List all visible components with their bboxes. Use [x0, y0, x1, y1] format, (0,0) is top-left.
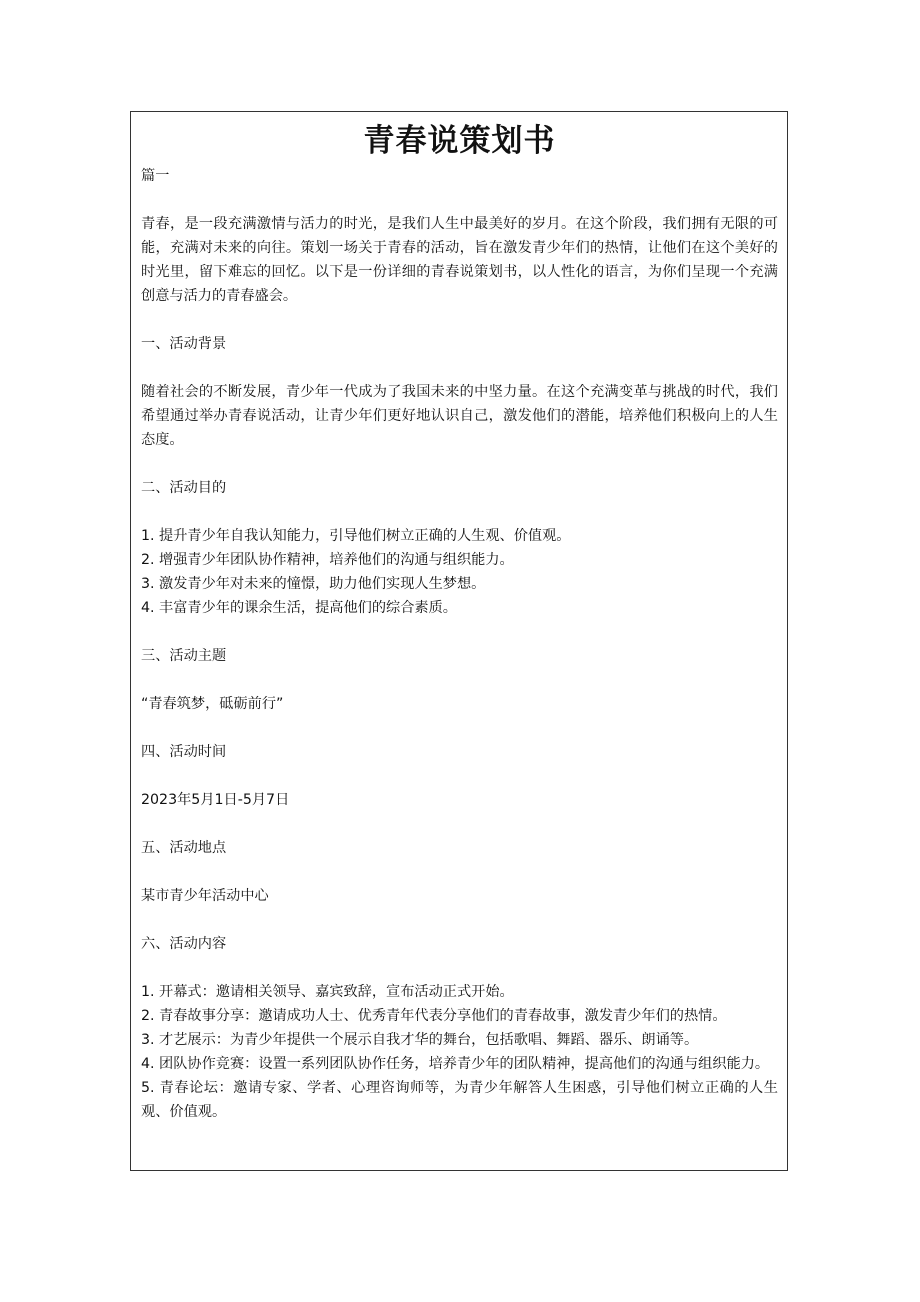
goal-item: 4. 丰富青少年的课余生活，提高他们的综合素质。 [141, 600, 457, 616]
part-label: 篇一 [141, 168, 170, 184]
spacer [141, 860, 778, 884]
content-list [141, 980, 778, 1124]
document-frame [130, 111, 788, 1171]
document-title: 青春说策划书 [363, 123, 556, 159]
venue-text: 某市青少年活动中心 [141, 888, 269, 904]
spacer [141, 716, 778, 740]
spacer [141, 356, 778, 380]
goal-item: 1. 提升青少年自我认知能力，引导他们树立正确的人生观、价值观。 [141, 528, 571, 544]
spacer [141, 764, 778, 788]
section-heading-time: 四、活动时间 [141, 744, 227, 760]
time-text: 2023年5月1日-5月7日 [141, 792, 290, 808]
content-item: 2. 青春故事分享：邀请成功人士、优秀青年代表分享他们的青春故事，激发青少年们的热情。 [141, 1008, 727, 1024]
goals-list [141, 524, 778, 620]
section-heading-background: 一、活动背景 [141, 336, 227, 352]
spacer [141, 500, 778, 524]
goal-item: 3. 激发青少年对未来的憧憬，助力他们实现人生梦想。 [141, 576, 486, 592]
content-item: 3. 才艺展示：为青少年提供一个展示自我才华的舞台，包括歌唱、舞蹈、器乐、朗诵等。 [141, 1032, 699, 1048]
spacer [141, 812, 778, 836]
goal-item: 2. 增强青少年团队协作精神，培养他们的沟通与组织能力。 [141, 552, 514, 568]
background-paragraph: 随着社会的不断发展，青少年一代成为了我国未来的中坚力量。在这个充满变革与挑战的时代，我们希望通过举办青春说活动，让青少年们更好地认识自己，激发他们的潜能，培养他们积极向上的人生态度。 [141, 384, 778, 448]
section-heading-content: 六、活动内容 [141, 936, 227, 952]
spacer [141, 308, 778, 332]
section-heading-goals: 二、活动目的 [141, 480, 227, 496]
spacer [141, 188, 778, 212]
spacer [141, 908, 778, 932]
intro-paragraph: 青春，是一段充满激情与活力的时光，是我们人生中最美好的岁月。在这个阶段，我们拥有无限的可能，充满对未来的向往。策划一场关于青春的活动，旨在激发青少年们的热情，让他们在这个美好的时光里，留下难忘的回忆。以下是一份详细的青春说策划书，以人性化的语言，为你们呈现一个充满创意与活力的青春盛会。 [141, 216, 778, 304]
spacer [141, 668, 778, 692]
section-heading-theme: 三、活动主题 [141, 648, 227, 664]
content-item: 4. 团队协作竞赛：设置一系列团队协作任务，培养青少年的团队精神，提高他们的沟通与组织能力。 [141, 1056, 770, 1072]
content-item: 5. 青春论坛：邀请专家、学者、心理咨询师等，为青少年解答人生困惑，引导他们树立正确的人生观、价值观。 [141, 1080, 778, 1120]
spacer [141, 452, 778, 476]
theme-text: “青春筑梦，砥砺前行” [141, 696, 284, 712]
spacer [141, 620, 778, 644]
spacer [141, 956, 778, 980]
content-item: 1. 开幕式：邀请相关领导、嘉宾致辞，宣布活动正式开始。 [141, 984, 514, 1000]
section-heading-venue: 五、活动地点 [141, 840, 227, 856]
